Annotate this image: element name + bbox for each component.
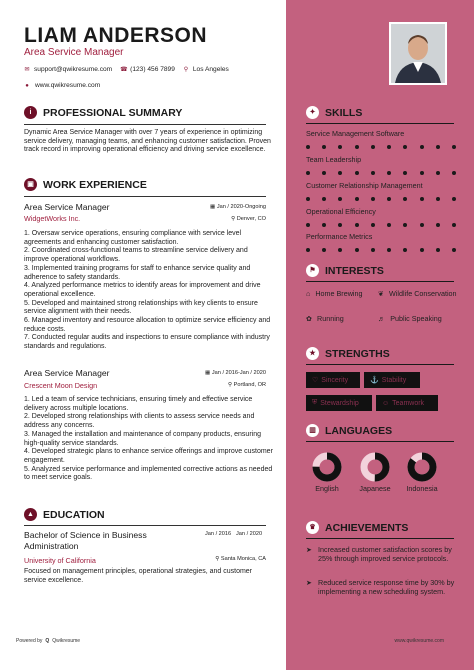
info-icon: i [24, 106, 37, 119]
skill-dot [371, 197, 375, 201]
pin-icon: ⚲ [215, 556, 220, 562]
skill-dot [403, 197, 407, 201]
website-row [24, 82, 100, 89]
skill-dot [387, 145, 391, 149]
skill-dot [371, 223, 375, 227]
skill-name: Performance Metrics [306, 232, 373, 241]
summary-heading: i PROFESSIONAL SUMMARY [24, 106, 182, 119]
job-dates: ▦ Jan / 2016-Jan / 2020 [205, 370, 266, 376]
skill-dot [338, 171, 342, 175]
heart-icon: ♡ [312, 377, 319, 384]
skill-dot [403, 223, 407, 227]
skill-name: Operational Efficiency [306, 207, 376, 216]
summary-text: Dynamic Area Service Manager with over 7 years of experience in optimizing service delivery, managing teams, and enhancing customer satisfaction. Proven track record in improving operational efficiency and driving service excellence. [24, 129, 271, 154]
skill-dot [403, 248, 407, 252]
language-name: English [315, 484, 339, 493]
list-item: 6. Managed inventory and resource allocation to optimize service efficiency and reduce costs. [24, 317, 271, 333]
candidate-role: Area Service Manager [24, 47, 124, 58]
skill-dot [371, 248, 375, 252]
arrow-icon: ➤ [306, 545, 313, 554]
job-location: ⚲ Portland, OR [227, 382, 266, 388]
calendar-icon: ▦ [210, 204, 216, 210]
home-icon: ⌂ [306, 289, 311, 298]
skill-dot [322, 197, 326, 201]
location-text: Los Angeles [192, 66, 229, 73]
skill-dot [306, 145, 310, 149]
skill-dot [420, 223, 424, 227]
leaf-icon: ❦ [378, 289, 385, 298]
contact-row [24, 66, 229, 73]
skill-dot [436, 197, 440, 201]
trophy-icon: ♛ [306, 521, 319, 534]
list-item: 5. Analyzed service performance and implemented corrective actions as needed to meet service goals. [24, 465, 273, 482]
achievement-item: ➤ Reduced service response time by 30% by implementing a new scheduling system. [306, 578, 455, 596]
strength-badge: ⚓ Stability [364, 372, 420, 388]
skill-dot [306, 248, 310, 252]
phone-text: (123) 456 7899 [130, 66, 175, 73]
skill-dot [420, 197, 424, 201]
skill-dot [322, 223, 326, 227]
website-link[interactable]: www.qwikresume.com [35, 82, 101, 89]
skill-dot [420, 171, 424, 175]
language-item [307, 452, 347, 493]
skill-dot [371, 145, 375, 149]
job-company: WidgetWorks Inc. [24, 214, 81, 223]
graduation-cap-icon: ▲ [24, 508, 37, 521]
languages-heading: ▥ LANGUAGES [306, 424, 392, 437]
divider [306, 538, 454, 539]
skill-dot [322, 248, 326, 252]
skill-rating [306, 171, 456, 175]
education-heading: ▲ EDUCATION [24, 508, 105, 521]
strength-badge: ♡ Sincerity [306, 372, 360, 388]
list-item: 7. Conducted regular audits and inspections to ensure compliance with industry standards and regulations. [24, 334, 270, 351]
qwikresume-logo-icon: Q [45, 638, 50, 644]
skill-dot [306, 197, 310, 201]
team-icon: ☺ [382, 399, 390, 407]
divider [306, 123, 454, 124]
list-item: 3. Managed the installation and maintenance of company products, ensuring high-quality service standards. [24, 430, 261, 447]
skill-rating [306, 248, 456, 252]
footer-powered: Powered by Q Qwikresume [16, 638, 81, 644]
briefcase-icon: ▣ [24, 178, 37, 191]
skill-dot [436, 171, 440, 175]
skill-dot [420, 145, 424, 149]
list-item: 5. Developed and maintained strong relationships with key clients to ensure service alignment with their needs. [24, 299, 258, 316]
arrow-icon: ➤ [306, 578, 313, 587]
skill-dot [403, 171, 407, 175]
skill-name: Customer Relationship Management [306, 181, 423, 190]
education-text: Focused on management principles, operational strategies, and customer service excellence. [24, 568, 253, 584]
list-item: 2. Coordinated cross-functional teams to streamline service delivery and improve operational workflows. [24, 247, 248, 264]
skill-dot [452, 171, 456, 175]
skill-dot [387, 248, 391, 252]
book-icon: ▥ [306, 424, 319, 437]
skill-dot [436, 223, 440, 227]
job-company: Crescent Moon Design [24, 381, 98, 390]
language-name: Japanese [359, 484, 391, 493]
skill-dot [420, 248, 424, 252]
divider [24, 124, 266, 125]
edu-dates-end: Jan / 2020 [236, 531, 263, 537]
interest-item: ✿ Running [306, 314, 344, 323]
divider [306, 441, 454, 442]
experience-heading: ▣ WORK EXPERIENCE [24, 178, 147, 191]
interest-item: ❦ Wildlife Conservation [378, 289, 457, 298]
calendar-icon: ▦ [205, 370, 211, 376]
interests-heading: ⚑ INTERESTS [306, 264, 384, 277]
skill-dot [371, 171, 375, 175]
list-item: 3. Implemented training programs for staff to enhance service quality and adherence to safety standards. [24, 264, 251, 281]
skills-heading: ✦ SKILLS [306, 106, 362, 119]
lightbulb-icon: ✦ [306, 106, 319, 119]
divider [306, 364, 454, 365]
footer-url[interactable]: www.qwikresume.com [394, 638, 444, 644]
trophy-icon: ★ [306, 347, 319, 360]
globe-icon: ● [25, 82, 29, 89]
language-name: Indonesia [406, 484, 438, 493]
phone-icon: ☎ [120, 66, 128, 73]
job-bullets [24, 396, 274, 483]
achievements-heading: ♛ ACHIEVEMENTS [306, 521, 408, 534]
skill-dot [322, 145, 326, 149]
email-text[interactable]: support@qwikresume.com [34, 66, 113, 73]
skill-rating [306, 197, 456, 201]
edu-dates: Jan / 2016 [205, 531, 232, 537]
skill-dot [452, 145, 456, 149]
profile-photo [389, 22, 447, 85]
skill-dot [403, 145, 407, 149]
divider [24, 525, 266, 526]
skill-dot [436, 145, 440, 149]
job-title: Area Service Manager [24, 202, 110, 212]
skill-dot [338, 197, 342, 201]
skill-dot [452, 248, 456, 252]
skill-dot [355, 145, 359, 149]
skill-dot [436, 248, 440, 252]
skill-name: Team Leadership [306, 155, 362, 164]
skill-dot [355, 248, 359, 252]
school-name: University of California [24, 556, 96, 565]
pin-icon: ⚲ [227, 382, 233, 388]
achievement-item: ➤ Increased customer satisfaction scores by 25% through improved service protocols. [306, 545, 452, 563]
degree-title: Bachelor of Science in Business Administration [24, 530, 147, 551]
skill-dot [338, 248, 342, 252]
skill-dot [355, 171, 359, 175]
strength-badge: ⛨ Stewardship [306, 395, 372, 411]
sidebar-column [286, 0, 474, 670]
skill-name: Service Management Software [306, 129, 405, 138]
skill-dot [387, 223, 391, 227]
skill-dot [355, 197, 359, 201]
anchor-icon: ⚓ [370, 377, 379, 384]
microphone-icon: ♬ [378, 314, 386, 323]
job-title: Area Service Manager [24, 368, 110, 378]
list-item: 1. Led a team of service technicians, ensuring timely and effective service delivery across multiple locations. [24, 396, 253, 412]
skill-dot [306, 223, 310, 227]
list-item: 4. Analyzed performance metrics to identify areas for improvement and drive operational excellence. [24, 282, 261, 298]
skill-dot [387, 171, 391, 175]
divider [24, 196, 266, 197]
flag-icon: ⚑ [306, 264, 319, 277]
language-level-donut [407, 452, 437, 482]
skill-dot [452, 223, 456, 227]
edu-location: ⚲ Santa Monica, CA [215, 556, 266, 562]
email-icon: ✉ [24, 66, 30, 73]
language-level-donut [360, 452, 390, 482]
skill-rating [306, 223, 456, 227]
skill-rating [306, 145, 456, 149]
skill-dot [338, 145, 342, 149]
paw-icon: ✿ [306, 314, 313, 323]
language-item [402, 452, 442, 493]
skill-dot [452, 197, 456, 201]
job-bullets [24, 230, 274, 352]
skill-dot [355, 223, 359, 227]
strength-badge: ☺ Teamwork [376, 395, 438, 411]
language-level-donut [312, 452, 342, 482]
skill-dot [306, 171, 310, 175]
skill-dot [338, 223, 342, 227]
list-item: 4. Developed strategic plans to enhance service offerings and improve customer engagement. [24, 448, 273, 464]
list-item: 2. Developed strong relationships with clients to assess service needs and address any concerns. [24, 413, 255, 430]
shield-icon: ⛨ [312, 399, 318, 406]
candidate-name: LIAM ANDERSON [24, 24, 208, 47]
list-item: 1. Oversaw service operations, ensuring compliance with service level agreements and enhancing customer satisfaction. [24, 230, 242, 246]
interest-item: ⌂ Home Brewing [306, 289, 363, 298]
job-location: ⚲ Denver, CO [231, 216, 266, 222]
skill-dot [322, 171, 326, 175]
language-item [355, 452, 395, 493]
strengths-heading: ★ STRENGTHS [306, 347, 390, 360]
pin-icon: ⚲ [231, 216, 236, 222]
location-icon: ⚲ [183, 66, 189, 73]
skill-dot [387, 197, 391, 201]
interest-item: ♬ Public Speaking [378, 314, 442, 323]
job-dates: ▦ Jan / 2020-Ongoing [210, 204, 266, 210]
divider [306, 281, 454, 282]
